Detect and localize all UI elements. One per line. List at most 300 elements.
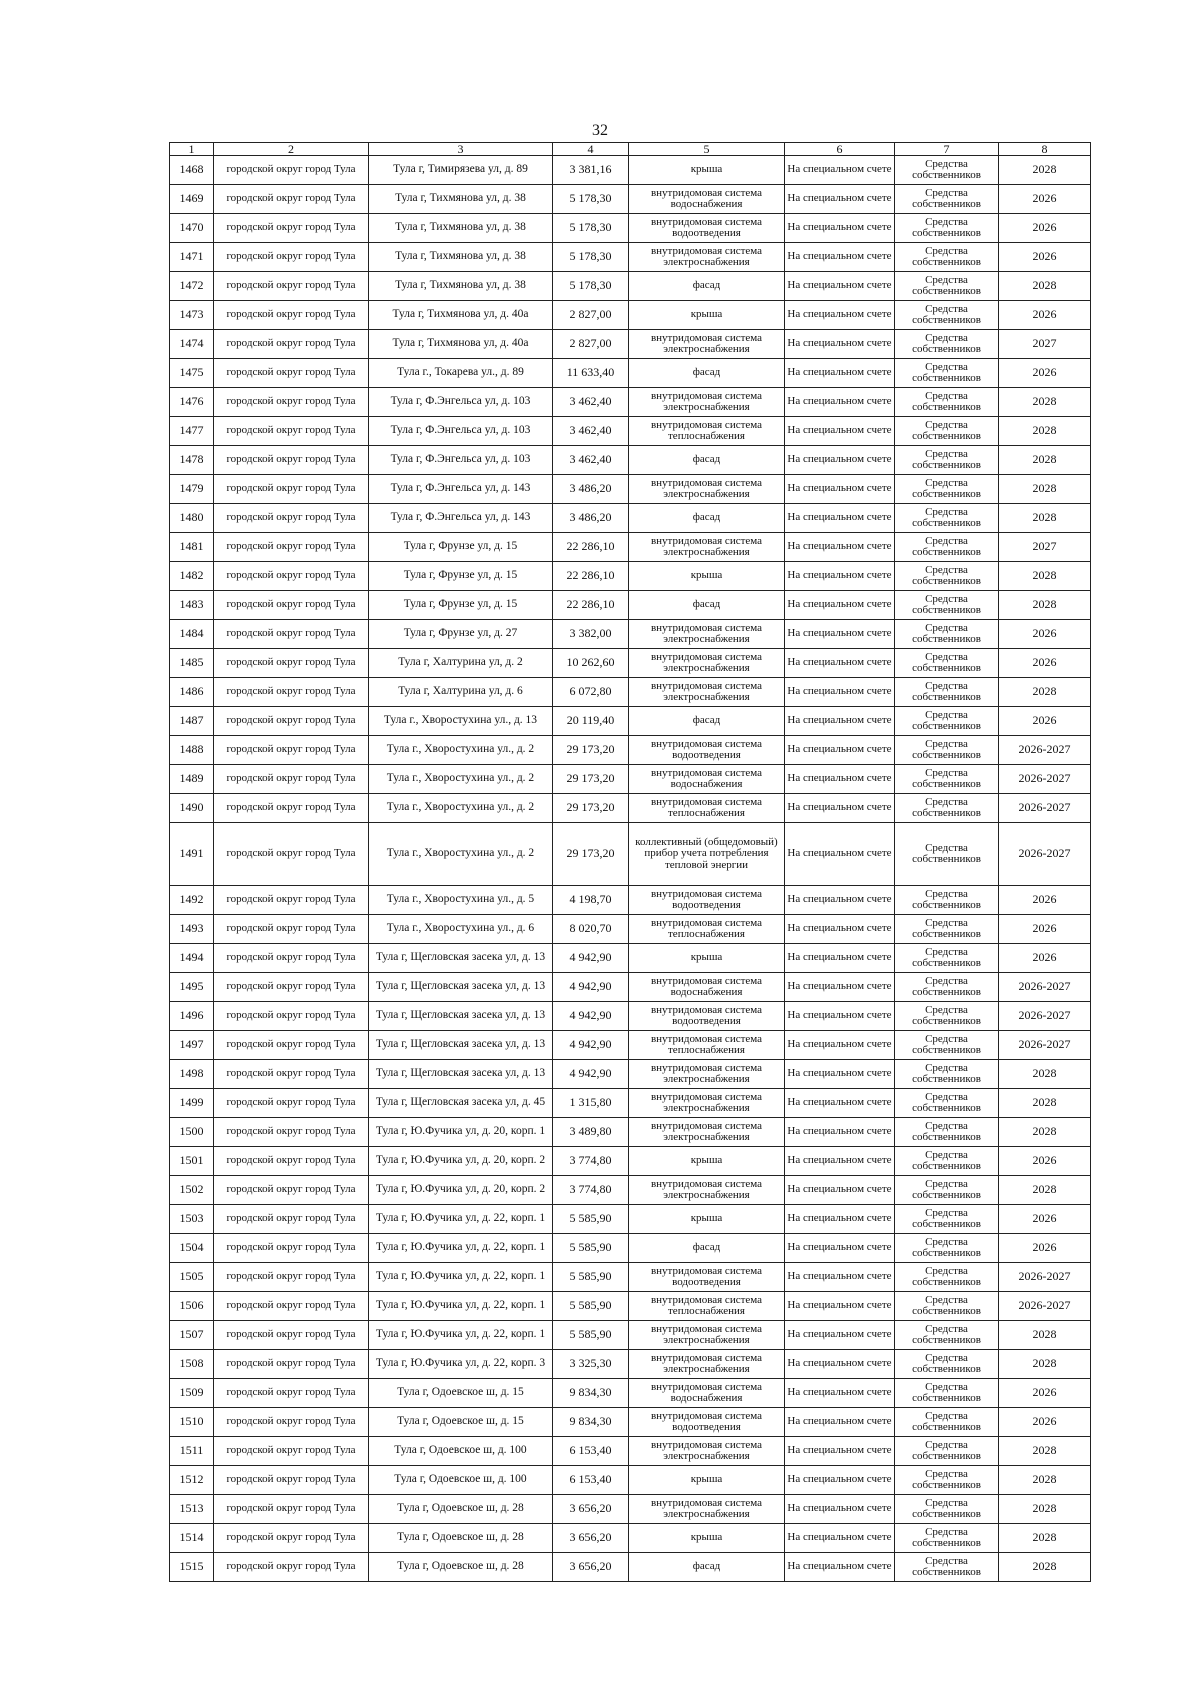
table-cell: фасад bbox=[629, 1553, 785, 1582]
table-cell: Средства собственников bbox=[895, 620, 999, 649]
table-cell: 1480 bbox=[170, 504, 214, 533]
table-cell: 1501 bbox=[170, 1147, 214, 1176]
table-cell: Средства собственников bbox=[895, 243, 999, 272]
table-cell: 2027 bbox=[999, 330, 1091, 359]
table-cell: внутридомовая система электроснабжения bbox=[629, 1321, 785, 1350]
table-cell: 2028 bbox=[999, 1553, 1091, 1582]
table-cell: Средства собственников bbox=[895, 973, 999, 1002]
table-cell: внутридомовая система электроснабжения bbox=[629, 620, 785, 649]
table-cell: внутридомовая система водоотведения bbox=[629, 736, 785, 765]
table-cell: 2026 bbox=[999, 1205, 1091, 1234]
table-cell: городской округ город Тула bbox=[214, 620, 369, 649]
table-cell: Средства собственников bbox=[895, 214, 999, 243]
table-cell: Средства собственников bbox=[895, 1118, 999, 1147]
table-cell: 1484 bbox=[170, 620, 214, 649]
table-cell: Тула г., Хворостухина ул., д. 2 bbox=[369, 736, 553, 765]
table-cell: 20 119,40 bbox=[553, 707, 629, 736]
table-row bbox=[170, 1205, 1091, 1234]
table-cell: 29 173,20 bbox=[553, 794, 629, 823]
table-row bbox=[170, 765, 1091, 794]
table-cell: городской округ город Тула bbox=[214, 1350, 369, 1379]
table-cell: 3 489,80 bbox=[553, 1118, 629, 1147]
table-cell: 2026-2027 bbox=[999, 736, 1091, 765]
table-cell: На специальном счете bbox=[785, 301, 895, 330]
column-header: 6 bbox=[785, 143, 895, 156]
table-cell: городской округ город Тула bbox=[214, 1292, 369, 1321]
table-cell: Тула г, Тихмянова ул, д. 38 bbox=[369, 272, 553, 301]
table-cell: 1502 bbox=[170, 1176, 214, 1205]
table-cell: Средства собственников bbox=[895, 1263, 999, 1292]
table-cell: фасад bbox=[629, 504, 785, 533]
table-cell: фасад bbox=[629, 272, 785, 301]
table-cell: 3 462,40 bbox=[553, 417, 629, 446]
table-cell: 1495 bbox=[170, 973, 214, 1002]
table-cell: 2028 bbox=[999, 1321, 1091, 1350]
table-cell: городской округ город Тула bbox=[214, 1031, 369, 1060]
table-cell: Тула г, Одоевское ш, д. 100 bbox=[369, 1437, 553, 1466]
table-cell: 1472 bbox=[170, 272, 214, 301]
table-cell: Средства собственников bbox=[895, 1031, 999, 1060]
table-row bbox=[170, 678, 1091, 707]
table-cell: На специальном счете bbox=[785, 794, 895, 823]
table-row bbox=[170, 1176, 1091, 1205]
table-cell: крыша bbox=[629, 301, 785, 330]
table-cell: 1494 bbox=[170, 944, 214, 973]
table-cell: городской округ город Тула bbox=[214, 388, 369, 417]
table-cell: Тула г., Хворостухина ул., д. 2 bbox=[369, 765, 553, 794]
table-row bbox=[170, 1437, 1091, 1466]
table-cell: На специальном счете bbox=[785, 417, 895, 446]
table-cell: 4 942,90 bbox=[553, 1031, 629, 1060]
table-cell: 5 585,90 bbox=[553, 1321, 629, 1350]
table-cell: 1492 bbox=[170, 886, 214, 915]
table-row bbox=[170, 886, 1091, 915]
table-cell: Средства собственников bbox=[895, 765, 999, 794]
table-cell: городской округ город Тула bbox=[214, 944, 369, 973]
table-cell: 1498 bbox=[170, 1060, 214, 1089]
table-cell: Средства собственников bbox=[895, 446, 999, 475]
table-cell: 2028 bbox=[999, 388, 1091, 417]
table-cell: Средства собственников bbox=[895, 1466, 999, 1495]
table-cell: На специальном счете bbox=[785, 1089, 895, 1118]
table-cell: 2028 bbox=[999, 1437, 1091, 1466]
table-cell: 5 178,30 bbox=[553, 272, 629, 301]
table-cell: Тула г, Ю.Фучика ул, д. 22, корп. 3 bbox=[369, 1350, 553, 1379]
table-cell: фасад bbox=[629, 591, 785, 620]
table-cell: Тула г, Щегловская засека ул, д. 13 bbox=[369, 944, 553, 973]
table-cell: 1476 bbox=[170, 388, 214, 417]
table-cell: 2028 bbox=[999, 678, 1091, 707]
table-cell: 5 178,30 bbox=[553, 214, 629, 243]
table-cell: 29 173,20 bbox=[553, 736, 629, 765]
table-cell: 1510 bbox=[170, 1408, 214, 1437]
table-cell: Тула г, Тихмянова ул, д. 38 bbox=[369, 243, 553, 272]
table-cell: внутридомовая система электроснабжения bbox=[629, 475, 785, 504]
column-header: 5 bbox=[629, 143, 785, 156]
table-row bbox=[170, 1234, 1091, 1263]
table-cell: 6 072,80 bbox=[553, 678, 629, 707]
column-header: 2 bbox=[214, 143, 369, 156]
table-cell: 2028 bbox=[999, 1176, 1091, 1205]
table-cell: Средства собственников bbox=[895, 1553, 999, 1582]
table-cell: Тула г, Ю.Фучика ул, д. 22, корп. 1 bbox=[369, 1234, 553, 1263]
table-cell: 2028 bbox=[999, 417, 1091, 446]
table-cell: 1506 bbox=[170, 1292, 214, 1321]
table-cell: На специальном счете bbox=[785, 591, 895, 620]
table-cell: Тула г, Фрунзе ул, д. 15 bbox=[369, 562, 553, 591]
table-cell: Средства собственников bbox=[895, 1292, 999, 1321]
table-cell: Тула г, Тихмянова ул, д. 38 bbox=[369, 214, 553, 243]
table-cell: 2028 bbox=[999, 156, 1091, 185]
table-cell: Средства собственников bbox=[895, 1002, 999, 1031]
table-row bbox=[170, 973, 1091, 1002]
table-cell: 2026-2027 bbox=[999, 1002, 1091, 1031]
table-cell: Средства собственников bbox=[895, 1176, 999, 1205]
table-cell: городской округ город Тула bbox=[214, 504, 369, 533]
table-cell: 1504 bbox=[170, 1234, 214, 1263]
table-cell: 2026 bbox=[999, 649, 1091, 678]
table-row bbox=[170, 156, 1091, 185]
table-cell: 2026 bbox=[999, 1408, 1091, 1437]
table-cell: 1475 bbox=[170, 359, 214, 388]
table-cell: Тула г, Ф.Энгельса ул, д. 143 bbox=[369, 504, 553, 533]
table-row bbox=[170, 1408, 1091, 1437]
table-cell: 3 462,40 bbox=[553, 446, 629, 475]
table-cell: Средства собственников bbox=[895, 272, 999, 301]
table-cell: 4 942,90 bbox=[553, 973, 629, 1002]
table-cell: внутридомовая система электроснабжения bbox=[629, 388, 785, 417]
table-cell: городской округ город Тула bbox=[214, 1437, 369, 1466]
table-row bbox=[170, 1031, 1091, 1060]
table-cell: 2026 bbox=[999, 185, 1091, 214]
table-cell: На специальном счете bbox=[785, 944, 895, 973]
table-cell: 2026 bbox=[999, 243, 1091, 272]
table-row bbox=[170, 1147, 1091, 1176]
table-cell: 4 198,70 bbox=[553, 886, 629, 915]
table-cell: На специальном счете bbox=[785, 1147, 895, 1176]
table-cell: Средства собственников bbox=[895, 504, 999, 533]
table-cell: На специальном счете bbox=[785, 1060, 895, 1089]
table-cell: 1489 bbox=[170, 765, 214, 794]
table-row bbox=[170, 944, 1091, 973]
table-cell: городской округ город Тула bbox=[214, 1495, 369, 1524]
table-cell: городской округ город Тула bbox=[214, 1379, 369, 1408]
table-cell: 1503 bbox=[170, 1205, 214, 1234]
table-cell: Тула г, Фрунзе ул, д. 27 bbox=[369, 620, 553, 649]
table-cell: 3 656,20 bbox=[553, 1495, 629, 1524]
table-cell: 2026-2027 bbox=[999, 765, 1091, 794]
table-cell: Тула г, Фрунзе ул, д. 15 bbox=[369, 591, 553, 620]
table-cell: Средства собственников bbox=[895, 388, 999, 417]
table-cell: Тула г, Ю.Фучика ул, д. 20, корп. 2 bbox=[369, 1176, 553, 1205]
table-cell: 2028 bbox=[999, 1466, 1091, 1495]
table-cell: На специальном счете bbox=[785, 823, 895, 886]
table-row bbox=[170, 736, 1091, 765]
table-cell: крыша bbox=[629, 1205, 785, 1234]
table-cell: 1513 bbox=[170, 1495, 214, 1524]
table-cell: Тула г., Хворостухина ул., д. 5 bbox=[369, 886, 553, 915]
table-cell: 1468 bbox=[170, 156, 214, 185]
column-header: 8 bbox=[999, 143, 1091, 156]
table-row bbox=[170, 1089, 1091, 1118]
table-cell: 1486 bbox=[170, 678, 214, 707]
table-cell: 2028 bbox=[999, 1495, 1091, 1524]
table-row bbox=[170, 591, 1091, 620]
table-cell: 1508 bbox=[170, 1350, 214, 1379]
table-cell: На специальном счете bbox=[785, 185, 895, 214]
table-cell: На специальном счете bbox=[785, 446, 895, 475]
table-cell: 2027 bbox=[999, 533, 1091, 562]
table-cell: внутридомовая система водоснабжения bbox=[629, 185, 785, 214]
table-row bbox=[170, 1292, 1091, 1321]
table-cell: 5 585,90 bbox=[553, 1205, 629, 1234]
table-cell: 2026 bbox=[999, 301, 1091, 330]
table-cell: Средства собственников bbox=[895, 1379, 999, 1408]
table-cell: 3 486,20 bbox=[553, 475, 629, 504]
table-cell: внутридомовая система электроснабжения bbox=[629, 1350, 785, 1379]
table-cell: городской округ город Тула bbox=[214, 475, 369, 504]
table-cell: Средства собственников bbox=[895, 886, 999, 915]
table-cell: городской округ город Тула bbox=[214, 417, 369, 446]
table-cell: Тула г, Ф.Энгельса ул, д. 103 bbox=[369, 388, 553, 417]
table-cell: Тула г., Хворостухина ул., д. 13 bbox=[369, 707, 553, 736]
table-cell: Средства собственников bbox=[895, 533, 999, 562]
table-row bbox=[170, 1002, 1091, 1031]
table-row bbox=[170, 915, 1091, 944]
table-cell: 1509 bbox=[170, 1379, 214, 1408]
table-cell: 2028 bbox=[999, 475, 1091, 504]
table-cell: 1488 bbox=[170, 736, 214, 765]
table-row bbox=[170, 504, 1091, 533]
table-cell: Тула г, Одоевское ш, д. 100 bbox=[369, 1466, 553, 1495]
table-cell: 10 262,60 bbox=[553, 649, 629, 678]
table-cell: городской округ город Тула bbox=[214, 1118, 369, 1147]
table-cell: 1483 bbox=[170, 591, 214, 620]
table-row bbox=[170, 533, 1091, 562]
table-cell: На специальном счете bbox=[785, 886, 895, 915]
table-cell: На специальном счете bbox=[785, 1205, 895, 1234]
table-row bbox=[170, 1466, 1091, 1495]
table-cell: 1470 bbox=[170, 214, 214, 243]
table-row bbox=[170, 1118, 1091, 1147]
table-cell: Тула г, Халтурина ул, д. 6 bbox=[369, 678, 553, 707]
table-cell: На специальном счете bbox=[785, 1350, 895, 1379]
table-cell: На специальном счете bbox=[785, 1379, 895, 1408]
table-row bbox=[170, 649, 1091, 678]
table-cell: На специальном счете bbox=[785, 330, 895, 359]
table-row bbox=[170, 823, 1091, 886]
column-header: 7 bbox=[895, 143, 999, 156]
table-row bbox=[170, 243, 1091, 272]
table-cell: 3 325,30 bbox=[553, 1350, 629, 1379]
table-cell: внутридомовая система электроснабжения bbox=[629, 1176, 785, 1205]
table-cell: 1515 bbox=[170, 1553, 214, 1582]
table-cell: городской округ город Тула bbox=[214, 562, 369, 591]
table-cell: внутридомовая система водоотведения bbox=[629, 214, 785, 243]
table-cell: На специальном счете bbox=[785, 915, 895, 944]
table-cell: городской округ город Тула bbox=[214, 973, 369, 1002]
table-cell: На специальном счете bbox=[785, 649, 895, 678]
table-cell: 1477 bbox=[170, 417, 214, 446]
table-cell: городской округ город Тула bbox=[214, 533, 369, 562]
table-cell: городской округ город Тула bbox=[214, 1466, 369, 1495]
table-cell: Средства собственников bbox=[895, 1060, 999, 1089]
table-cell: 1479 bbox=[170, 475, 214, 504]
table-cell: Тула г., Токарева ул., д. 89 bbox=[369, 359, 553, 388]
table-cell: Тула г., Хворостухина ул., д. 2 bbox=[369, 823, 553, 886]
table-cell: крыша bbox=[629, 562, 785, 591]
table-cell: На специальном счете bbox=[785, 1321, 895, 1350]
table-cell: 1514 bbox=[170, 1524, 214, 1553]
table-cell: Тула г, Ф.Энгельса ул, д. 143 bbox=[369, 475, 553, 504]
table-cell: Средства собственников bbox=[895, 1495, 999, 1524]
table-cell: городской округ город Тула bbox=[214, 1234, 369, 1263]
table-cell: 2026 bbox=[999, 1147, 1091, 1176]
table-cell: внутридомовая система теплоснабжения bbox=[629, 1031, 785, 1060]
table-cell: На специальном счете bbox=[785, 707, 895, 736]
table-cell: Тула г, Одоевское ш, д. 28 bbox=[369, 1553, 553, 1582]
table-cell: внутридомовая система электроснабжения bbox=[629, 1437, 785, 1466]
table-cell: На специальном счете bbox=[785, 533, 895, 562]
table-cell: 1507 bbox=[170, 1321, 214, 1350]
table-cell: Тула г, Щегловская засека ул, д. 45 bbox=[369, 1089, 553, 1118]
table-cell: 2026 bbox=[999, 1234, 1091, 1263]
table-cell: крыша bbox=[629, 1466, 785, 1495]
table-cell: городской округ город Тула bbox=[214, 678, 369, 707]
table-cell: Средства собственников bbox=[895, 678, 999, 707]
table-cell: Средства собственников bbox=[895, 707, 999, 736]
table-cell: На специальном счете bbox=[785, 1292, 895, 1321]
table-cell: На специальном счете bbox=[785, 388, 895, 417]
table-cell: На специальном счете bbox=[785, 1495, 895, 1524]
table-cell: городской округ город Тула bbox=[214, 591, 369, 620]
column-number-row bbox=[170, 143, 1091, 156]
table-cell: 2028 bbox=[999, 562, 1091, 591]
table-cell: 2026 bbox=[999, 707, 1091, 736]
table-cell: Средства собственников bbox=[895, 330, 999, 359]
table-cell: 2026-2027 bbox=[999, 1031, 1091, 1060]
table-cell: 11 633,40 bbox=[553, 359, 629, 388]
table-cell: 2026 bbox=[999, 1379, 1091, 1408]
table-cell: 22 286,10 bbox=[553, 562, 629, 591]
table-cell: 9 834,30 bbox=[553, 1379, 629, 1408]
table-cell: 1487 bbox=[170, 707, 214, 736]
table-row bbox=[170, 475, 1091, 504]
table-cell: внутридомовая система электроснабжения bbox=[629, 678, 785, 707]
table-cell: 3 382,00 bbox=[553, 620, 629, 649]
table-cell: Тула г, Ю.Фучика ул, д. 22, корп. 1 bbox=[369, 1205, 553, 1234]
table-cell: На специальном счете bbox=[785, 156, 895, 185]
table-cell: Средства собственников bbox=[895, 1089, 999, 1118]
table-cell: 2026 bbox=[999, 214, 1091, 243]
table-cell: городской округ город Тула bbox=[214, 1060, 369, 1089]
table-cell: 3 486,20 bbox=[553, 504, 629, 533]
table-cell: На специальном счете bbox=[785, 359, 895, 388]
table-cell: внутридомовая система теплоснабжения bbox=[629, 915, 785, 944]
table-row bbox=[170, 1321, 1091, 1350]
table-cell: крыша bbox=[629, 1147, 785, 1176]
table-cell: внутридомовая система электроснабжения bbox=[629, 1089, 785, 1118]
table-cell: 1471 bbox=[170, 243, 214, 272]
table-cell: Тула г, Одоевское ш, д. 15 bbox=[369, 1408, 553, 1437]
table-row bbox=[170, 359, 1091, 388]
table-cell: городской округ город Тула bbox=[214, 301, 369, 330]
table-cell: 3 774,80 bbox=[553, 1147, 629, 1176]
table-cell: 2028 bbox=[999, 272, 1091, 301]
table-cell: 3 774,80 bbox=[553, 1176, 629, 1205]
table-cell: фасад bbox=[629, 359, 785, 388]
table-cell: На специальном счете bbox=[785, 765, 895, 794]
table-cell: 4 942,90 bbox=[553, 1002, 629, 1031]
table-cell: На специальном счете bbox=[785, 504, 895, 533]
table-row bbox=[170, 1379, 1091, 1408]
table-cell: 5 178,30 bbox=[553, 185, 629, 214]
table-row bbox=[170, 620, 1091, 649]
table-cell: 8 020,70 bbox=[553, 915, 629, 944]
table-cell: На специальном счете bbox=[785, 1118, 895, 1147]
table-cell: Средства собственников bbox=[895, 944, 999, 973]
table-row bbox=[170, 562, 1091, 591]
table-cell: 1512 bbox=[170, 1466, 214, 1495]
table-cell: 1496 bbox=[170, 1002, 214, 1031]
table-cell: Тула г, Одоевское ш, д. 15 bbox=[369, 1379, 553, 1408]
table-cell: городской округ город Тула bbox=[214, 1205, 369, 1234]
table-cell: На специальном счете bbox=[785, 1553, 895, 1582]
table-row bbox=[170, 1553, 1091, 1582]
table-cell: Тула г, Фрунзе ул, д. 15 bbox=[369, 533, 553, 562]
table-cell: На специальном счете bbox=[785, 1234, 895, 1263]
table-cell: 1511 bbox=[170, 1437, 214, 1466]
table-cell: 1485 bbox=[170, 649, 214, 678]
table-cell: внутридомовая система электроснабжения bbox=[629, 649, 785, 678]
column-header: 4 bbox=[553, 143, 629, 156]
table-row bbox=[170, 1350, 1091, 1379]
table-cell: городской округ город Тула bbox=[214, 446, 369, 475]
table-cell: Средства собственников bbox=[895, 475, 999, 504]
table-cell: Средства собственников bbox=[895, 417, 999, 446]
table-cell: 22 286,10 bbox=[553, 533, 629, 562]
table-cell: Тула г, Халтурина ул, д. 2 bbox=[369, 649, 553, 678]
table-cell: фасад bbox=[629, 446, 785, 475]
column-header: 3 bbox=[369, 143, 553, 156]
table-row bbox=[170, 1524, 1091, 1553]
table-cell: городской округ город Тула bbox=[214, 736, 369, 765]
table-cell: внутридомовая система водоснабжения bbox=[629, 973, 785, 1002]
table-cell: Тула г, Ю.Фучика ул, д. 22, корп. 1 bbox=[369, 1263, 553, 1292]
table-cell: Тула г, Щегловская засека ул, д. 13 bbox=[369, 1031, 553, 1060]
table-cell: 1481 bbox=[170, 533, 214, 562]
table-cell: Средства собственников bbox=[895, 1408, 999, 1437]
table-cell: городской округ город Тула bbox=[214, 272, 369, 301]
table-cell: 3 462,40 bbox=[553, 388, 629, 417]
table-cell: 2 827,00 bbox=[553, 301, 629, 330]
table-cell: внутридомовая система электроснабжения bbox=[629, 1118, 785, 1147]
table-cell: внутридомовая система водоотведения bbox=[629, 1263, 785, 1292]
table-cell: Средства собственников bbox=[895, 1524, 999, 1553]
table-cell: внутридомовая система электроснабжения bbox=[629, 330, 785, 359]
table-cell: На специальном счете bbox=[785, 214, 895, 243]
table-cell: На специальном счете bbox=[785, 1466, 895, 1495]
table-cell: Тула г, Щегловская засека ул, д. 13 bbox=[369, 1060, 553, 1089]
table-cell: На специальном счете bbox=[785, 973, 895, 1002]
table-cell: Средства собственников bbox=[895, 185, 999, 214]
table-cell: 2 827,00 bbox=[553, 330, 629, 359]
table-cell: внутридомовая система теплоснабжения bbox=[629, 794, 785, 823]
table-row bbox=[170, 388, 1091, 417]
table-cell: крыша bbox=[629, 1524, 785, 1553]
table-cell: внутридомовая система водоотведения bbox=[629, 1408, 785, 1437]
table-cell: Тула г., Хворостухина ул., д. 6 bbox=[369, 915, 553, 944]
